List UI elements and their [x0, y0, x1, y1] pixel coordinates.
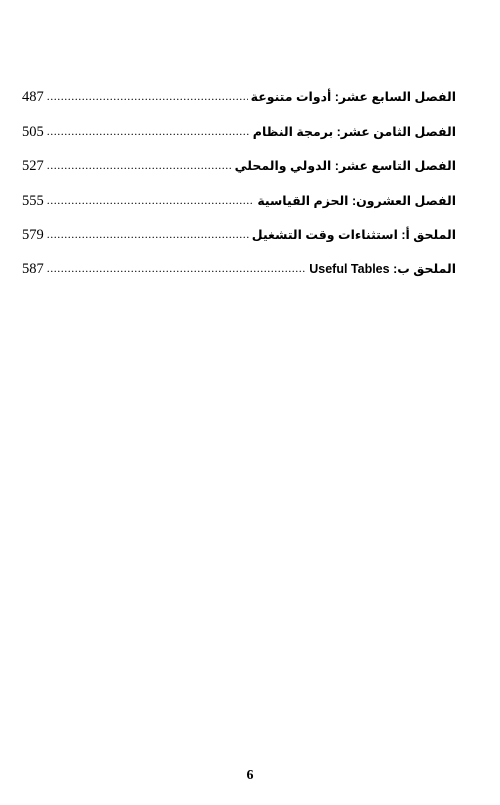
toc-dot-leader [47, 89, 248, 106]
toc-dot-leader [47, 158, 232, 175]
toc-entry[interactable] [22, 106, 456, 140]
toc-dot-leader [47, 124, 250, 141]
toc-entry[interactable] [22, 72, 456, 106]
toc-entry-title: الفصل الثامن عشر: برمجة النظام [252, 124, 456, 139]
toc-dot-leader [47, 261, 306, 278]
toc-entry-title: الملحق ب: Useful Tables [309, 262, 456, 277]
toc-entry-page-number: 487 [22, 89, 44, 106]
page-number: 6 [246, 768, 254, 783]
toc-entry-page-number: 505 [22, 123, 44, 140]
toc-entry-title: الملحق أ: استثناءات وقت التشغيل [251, 227, 456, 242]
toc-entry[interactable] [22, 210, 456, 244]
toc-entry-page-number: 579 [22, 226, 44, 243]
toc-entry-title: الفصل التاسع عشر: الدولي والمحلي [234, 159, 456, 174]
toc-entry[interactable] [22, 141, 456, 175]
toc-entry-title: الفصل السابع عشر: أدوات متنوعة [250, 90, 456, 105]
toc-entry-page-number: 527 [22, 158, 44, 175]
toc-dot-leader [47, 227, 249, 244]
toc-entry-page-number: 587 [22, 261, 44, 278]
toc-entry-title: الفصل العشرون: الحزم القياسية [257, 193, 456, 208]
table-of-contents [22, 72, 456, 278]
toc-entry[interactable] [22, 244, 456, 278]
toc-entry-page-number: 555 [22, 192, 44, 209]
toc-dot-leader [47, 193, 255, 210]
toc-entry[interactable] [22, 175, 456, 209]
